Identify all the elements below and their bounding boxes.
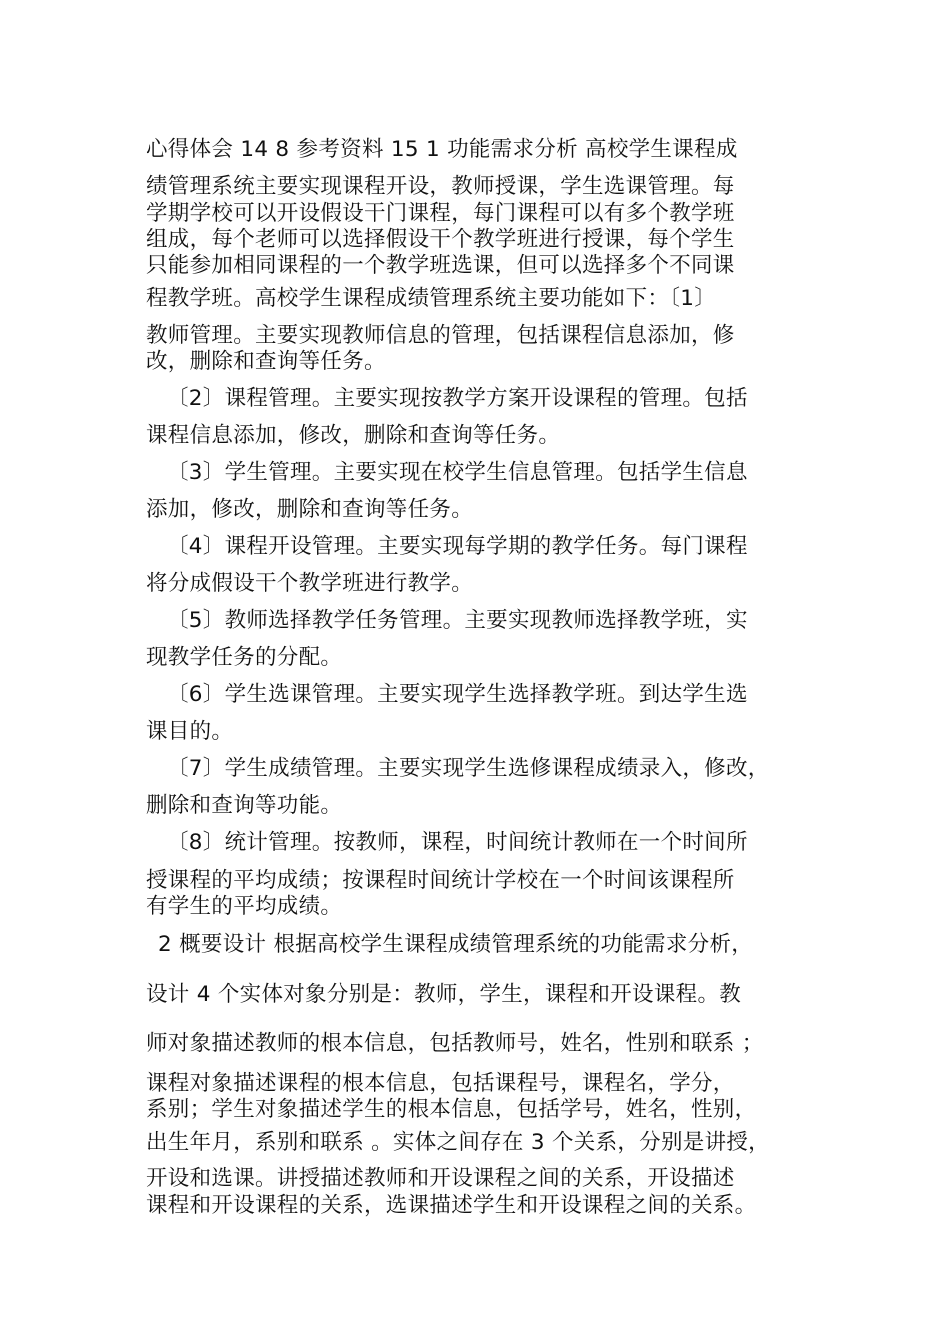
text-line: 程教学班。高校学生课程成绩管理系统主要功能如下：〔1〕 (146, 286, 717, 311)
text-line: 开设和选课。讲授描述教师和开设课程之间的关系，开设描述 (146, 1166, 735, 1191)
text-line: 绩管理系统主要实现课程开设，教师授课，学生选课管理。每 (146, 174, 735, 199)
text-line: 〔2〕课程管理。主要实现按教学方案开设课程的管理。包括 (167, 386, 748, 411)
text-line: 设计 4 个实体对象分别是：教师，学生，课程和开设课程。教 (146, 982, 742, 1007)
text-line: 有学生的平均成绩。 (146, 894, 343, 919)
text-line: 学期学校可以开设假设干门课程，每门课程可以有多个教学班 (146, 201, 735, 226)
text-line: 改，删除和查询等任务。 (146, 349, 386, 374)
text-line: 删除和查询等功能。 (146, 793, 343, 818)
text-line: 将分成假设干个教学班进行教学。 (146, 571, 474, 596)
text-line: 〔8〕统计管理。按教师，课程，时间统计教师在一个时间所 (167, 830, 748, 855)
text-line: 添加，修改，删除和查询等任务。 (146, 497, 474, 522)
text-line: 授课程的平均成绩；按课程时间统计学校在一个时间该课程所 (146, 868, 735, 893)
text-line: 心得体会 14 8 参考资料 15 1 功能需求分析 高校学生课程成 (146, 137, 738, 162)
text-line: 课程信息添加，修改，删除和查询等任务。 (146, 423, 561, 448)
text-line: 课目的。 (146, 719, 234, 744)
text-line: 现教学任务的分配。 (146, 645, 343, 670)
text-line: 课程对象描述课程的根本信息，包括课程号，课程名，学分， (146, 1071, 735, 1096)
text-line: 课程和开设课程的关系，选课描述学生和开设课程之间的关系。 (146, 1193, 757, 1218)
text-line: 组成，每个老师可以选择假设干个教学班进行授课，每个学生 (146, 227, 735, 252)
text-line: 出生年月，系别和联系 。实体之间存在 3 个关系，分别是讲授， (146, 1130, 770, 1155)
text-line: 〔6〕学生选课管理。主要实现学生选择教学班。到达学生选 (167, 682, 748, 707)
text-line: 〔3〕学生管理。主要实现在校学生信息管理。包括学生信息 (167, 460, 748, 485)
text-line: 〔5〕教师选择教学任务管理。主要实现教师选择教学班，实 (167, 608, 748, 633)
text-line: 教师管理。主要实现教师信息的管理，包括课程信息添加，修 (146, 323, 735, 348)
text-line: 〔4〕课程开设管理。主要实现每学期的教学任务。每门课程 (167, 534, 748, 559)
text-line: 2 概要设计 根据高校学生课程成绩管理系统的功能需求分析， (158, 932, 754, 957)
text-line: 只能参加相同课程的一个教学班选课，但可以选择多个不同课 (146, 253, 735, 278)
text-line: 系别；学生对象描述学生的根本信息，包括学号，姓名，性别， (146, 1097, 757, 1122)
text-line: 〔7〕学生成绩管理。主要实现学生选修课程成绩录入，修改， (167, 756, 770, 781)
text-line: 师对象描述教师的根本信息，包括教师号，姓名，性别和联系 ； (146, 1031, 764, 1056)
